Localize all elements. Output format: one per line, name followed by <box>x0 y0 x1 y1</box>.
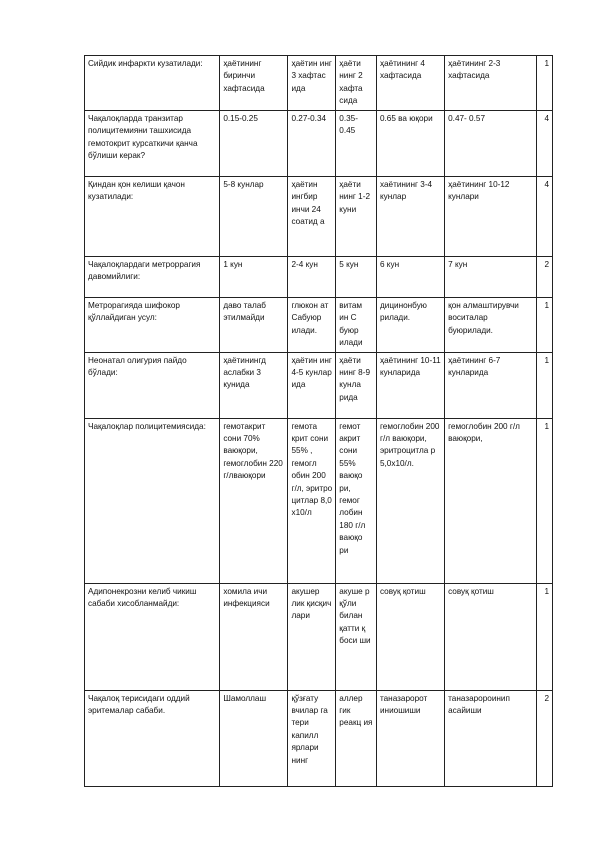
answer-b-cell: 2-4 кун <box>288 257 336 298</box>
answer-e-cell: қон алмаштирувчи воситалар буюрилади. <box>445 298 537 353</box>
answer-b-cell: гемота крит сони 55% , гемогл обин 200 г/л, эритро цитлар 8,0 х10/л <box>288 418 336 583</box>
answer-e-cell: гемоглобин 200 г/л ваюқори, <box>445 418 537 583</box>
answer-b-cell: акушер лик қисқич лари <box>288 583 336 690</box>
question-cell: Чақалоқларда транзитар полицитемияни ташхисида гемотокрит курсаткичи қанча бўлиши керак? <box>85 111 220 177</box>
answer-a-cell: ҳаётининг биринчи хафтасида <box>220 56 288 111</box>
answer-e-cell: 0.47- 0.57 <box>445 111 537 177</box>
answer-e-cell: ҳаётининг 10-12 кунлари <box>445 177 537 257</box>
answer-d-cell: хаётининг 3-4 кунлар <box>376 177 444 257</box>
answer-b-cell: ҳаётин инг 3 хафтас ида <box>288 56 336 111</box>
question-cell: Сийдик инфаркти кузатилади: <box>85 56 220 111</box>
table-row <box>85 298 553 353</box>
question-cell: Метрорагияда шифокор қўллайдиган усул: <box>85 298 220 353</box>
answer-d-cell: ҳаётининг 4 хафтасида <box>376 56 444 111</box>
question-table <box>84 55 553 787</box>
answer-number-cell: 4 <box>536 111 552 177</box>
answer-c-cell: акуше р қўли билан қатти қ боси ши <box>336 583 377 690</box>
answer-a-cell: ҳаётинингд аслабки 3 кунида <box>220 352 288 418</box>
answer-b-cell: қўзғату вчилар га тери капилл ярлари нинг <box>288 690 336 786</box>
answer-e-cell: совуқ қотиш <box>445 583 537 690</box>
answer-c-cell: витам ин С буюр илади <box>336 298 377 353</box>
answer-c-cell: ҳаёти нинг 1-2 куни <box>336 177 377 257</box>
answer-a-cell: 5-8 кунлар <box>220 177 288 257</box>
answer-e-cell: 7 кун <box>445 257 537 298</box>
question-cell: Чақалоқ терисидаги оддий эритемалар сабаби. <box>85 690 220 786</box>
answer-b-cell: 0.27-0.34 <box>288 111 336 177</box>
question-cell: Адипонекрозни келиб чикиш сабаби хисобланмайди: <box>85 583 220 690</box>
answer-b-cell: глюкон ат Сабуюр илади. <box>288 298 336 353</box>
answer-d-cell: совуқ қотиш <box>376 583 444 690</box>
question-cell: Чақалоқлардаги метроррагия давомийлиги: <box>85 257 220 298</box>
answer-e-cell: ҳаётининг 2-3 хафтасида <box>445 56 537 111</box>
answer-number-cell: 2 <box>536 257 552 298</box>
answer-number-cell: 4 <box>536 177 552 257</box>
answer-e-cell: ҳаётининг 6-7 кунларида <box>445 352 537 418</box>
question-cell: Чақалоқлар полицитемиясида: <box>85 418 220 583</box>
answer-number-cell: 1 <box>536 352 552 418</box>
answer-a-cell: гемотакрит сони 70% ваюқори, гемоглобин 220 г/лваюқори <box>220 418 288 583</box>
table-row <box>85 352 553 418</box>
answer-a-cell: 0.15-0.25 <box>220 111 288 177</box>
answer-d-cell: таназаророт иниошиши <box>376 690 444 786</box>
answer-d-cell: дицинонбую рилади. <box>376 298 444 353</box>
answer-a-cell: 1 кун <box>220 257 288 298</box>
table-row <box>85 690 553 786</box>
answer-c-cell: ҳаёти нинг 2 хафта сида <box>336 56 377 111</box>
answer-e-cell: таназаророинип асайиши <box>445 690 537 786</box>
answer-c-cell: 0.35-0.45 <box>336 111 377 177</box>
answer-number-cell: 2 <box>536 690 552 786</box>
table-row <box>85 111 553 177</box>
question-cell: Неонатал олигурия пайдо бўлади: <box>85 352 220 418</box>
answer-c-cell: гемот акрит сони 55% ваюқо ри, гемог лобин 180 г/л ваюқо ри <box>336 418 377 583</box>
table-row <box>85 257 553 298</box>
answer-number-cell: 1 <box>536 298 552 353</box>
answer-a-cell: хомила ичи инфекцияси <box>220 583 288 690</box>
answer-b-cell: ҳаётин инг 4-5 кунлар ида <box>288 352 336 418</box>
answer-d-cell: 0.65 ва юқори <box>376 111 444 177</box>
answer-c-cell: 5 кун <box>336 257 377 298</box>
answer-d-cell: ҳаётининг 10-11 кунларида <box>376 352 444 418</box>
table-row <box>85 56 553 111</box>
answer-c-cell: ҳаёти нинг 8-9 кунла рида <box>336 352 377 418</box>
table-row <box>85 583 553 690</box>
answer-a-cell: даво талаб этилмайди <box>220 298 288 353</box>
answer-number-cell: 1 <box>536 583 552 690</box>
answer-number-cell: 1 <box>536 56 552 111</box>
table-row <box>85 177 553 257</box>
answer-b-cell: ҳаётин ингбир инчи 24 соатид а <box>288 177 336 257</box>
answer-c-cell: аллер гик реакц ия <box>336 690 377 786</box>
question-cell: Қиндан қон келиши қачон кузатилади: <box>85 177 220 257</box>
table-row <box>85 418 553 583</box>
answer-a-cell: Шамоллаш <box>220 690 288 786</box>
answer-d-cell: 6 кун <box>376 257 444 298</box>
answer-d-cell: гемоглобин 200 г/л ваюқори, эритроцитла р 5,0х10/л. <box>376 418 444 583</box>
answer-number-cell: 1 <box>536 418 552 583</box>
